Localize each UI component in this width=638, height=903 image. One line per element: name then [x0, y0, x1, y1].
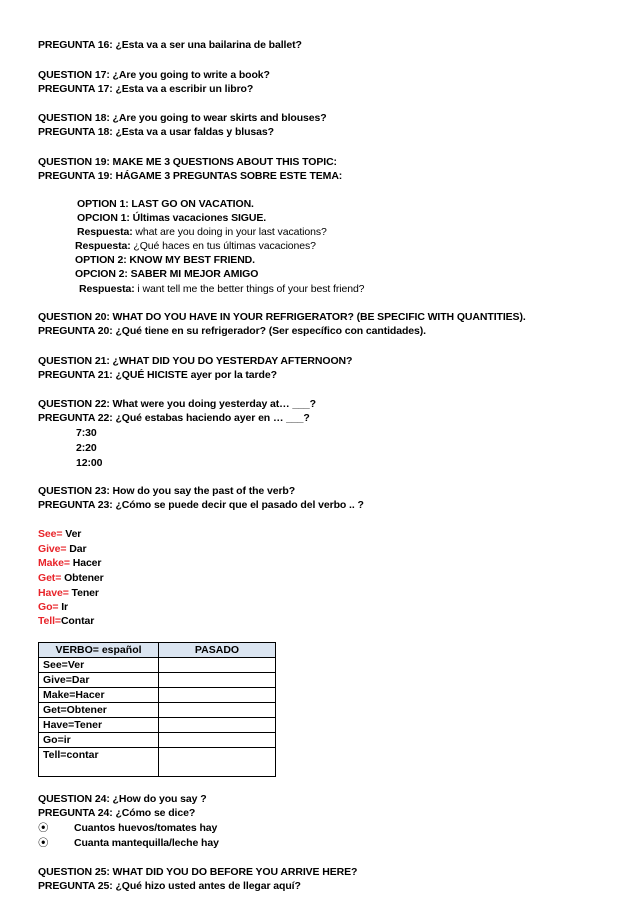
radio-bullet-icon: ⦿: [38, 837, 49, 849]
question-24-en: QUESTION 24: ¿How do you say ?: [38, 793, 207, 805]
table-cell-past[interactable]: [159, 673, 276, 688]
table-row: [39, 748, 276, 777]
question-21-en: QUESTION 21: ¿WHAT DID YOU DO YESTERDAY AFTERNOON?: [38, 355, 353, 367]
question-20-es: PREGUNTA 20: ¿Qué tiene en su refrigerador? (Ser específico con cantidades).: [38, 325, 426, 337]
table-row: [39, 703, 276, 718]
verb-item: See= Ver: [38, 528, 82, 540]
table-cell-verb: Go=ir: [39, 733, 159, 748]
option-1-answer-es: [75, 239, 316, 253]
answer-text: ¿Qué haces en tus últimas vacaciones?: [130, 240, 316, 252]
list-item: ⦿ Cuantos huevos/tomates hay: [38, 822, 218, 834]
question-25-en: QUESTION 25: WHAT DID YOU DO BEFORE YOU ARRIVE HERE?: [38, 866, 358, 878]
question-21-es: PREGUNTA 21: ¿QUÉ HICISTE ayer por la tarde?: [38, 369, 277, 381]
question-20-en: QUESTION 20: WHAT DO YOU HAVE IN YOUR REFRIGERATOR? (BE SPECIFIC WITH QUANTITIES).: [38, 311, 526, 323]
question-22-en: QUESTION 22: What were you doing yesterday at… ___?: [38, 398, 316, 410]
table-row: [39, 733, 276, 748]
option-1-answer: [77, 225, 327, 239]
option-1-en: OPTION 1: LAST GO ON VACATION.: [77, 198, 254, 210]
time-item: 2:20: [76, 442, 97, 454]
table-cell-verb: Get=Obtener: [39, 703, 159, 718]
table-cell-verb: Make=Hacer: [39, 688, 159, 703]
question-23-en: QUESTION 23: How do you say the past of the verb?: [38, 485, 296, 497]
table-cell-verb: Have=Tener: [39, 718, 159, 733]
table-cell-past[interactable]: [159, 688, 276, 703]
time-item: 7:30: [76, 427, 97, 439]
radio-bullet-icon: ⦿: [38, 822, 49, 834]
option-1-es: OPCION 1: Últimas vacaciones SIGUE.: [77, 212, 267, 224]
table-cell-past[interactable]: [159, 733, 276, 748]
question-17-es: PREGUNTA 17: ¿Esta va a escribir un libro?: [38, 83, 254, 95]
verb-item: Go= Ir: [38, 601, 69, 613]
question-18-es: PREGUNTA 18: ¿Esta va a usar faldas y blusas?: [38, 126, 274, 138]
table-cell-verb: Give=Dar: [39, 673, 159, 688]
question-23-es: PREGUNTA 23: ¿Cómo se puede decir que el pasado del verbo .. ?: [38, 499, 364, 511]
answer-text: what are you doing in your last vacations?: [132, 226, 327, 238]
table-cell-past[interactable]: [159, 748, 276, 777]
table-cell-verb: See=Ver: [39, 658, 159, 673]
column-header-verb: VERBO= español: [39, 643, 159, 658]
table-cell-past[interactable]: [159, 703, 276, 718]
table-row: [39, 658, 276, 673]
answer-text: i want tell me the better things of your best friend?: [134, 283, 365, 295]
question-24-es: PREGUNTA 24: ¿Cómo se dice?: [38, 807, 196, 819]
question-18-en: QUESTION 18: ¿Are you going to wear skirts and blouses?: [38, 112, 327, 124]
verb-table: [38, 642, 276, 777]
answer-label: Respuesta:: [75, 240, 131, 252]
option-2-en: OPTION 2: KNOW MY BEST FRIEND.: [75, 254, 255, 266]
table-cell-past[interactable]: [159, 658, 276, 673]
table-row: [39, 718, 276, 733]
question-16-es: PREGUNTA 16: ¿Esta va a ser una bailarina de ballet?: [38, 39, 302, 51]
verb-item: Have= Tener: [38, 587, 99, 599]
table-row: [39, 688, 276, 703]
question-25-es: PREGUNTA 25: ¿Qué hizo usted antes de llegar aquí?: [38, 880, 301, 892]
time-item: 12:00: [76, 457, 103, 469]
question-19-en: QUESTION 19: MAKE ME 3 QUESTIONS ABOUT THIS TOPIC:: [38, 156, 337, 168]
table-row: [39, 673, 276, 688]
table-cell-past[interactable]: [159, 718, 276, 733]
question-19-es: PREGUNTA 19: HÁGAME 3 PREGUNTAS SOBRE ESTE TEMA:: [38, 170, 343, 182]
verb-item: Get= Obtener: [38, 572, 104, 584]
option-2-answer: [79, 282, 364, 296]
verb-item: Make= Hacer: [38, 557, 102, 569]
question-17-en: QUESTION 17: ¿Are you going to write a book?: [38, 69, 270, 81]
verb-item: Give= Dar: [38, 543, 87, 555]
verb-item: Tell=Contar: [38, 615, 95, 627]
option-2-es: OPCION 2: SABER MI MEJOR AMIGO: [75, 268, 259, 280]
list-item: ⦿ Cuanta mantequilla/leche hay: [38, 837, 219, 849]
table-header-row: [39, 643, 276, 658]
column-header-past: PASADO: [159, 643, 276, 658]
answer-label: Respuesta:: [77, 226, 133, 238]
table-cell-verb: Tell=contar: [39, 748, 159, 777]
answer-label: Respuesta:: [79, 283, 135, 295]
question-22-es: PREGUNTA 22: ¿Qué estabas haciendo ayer en … ___?: [38, 412, 310, 424]
